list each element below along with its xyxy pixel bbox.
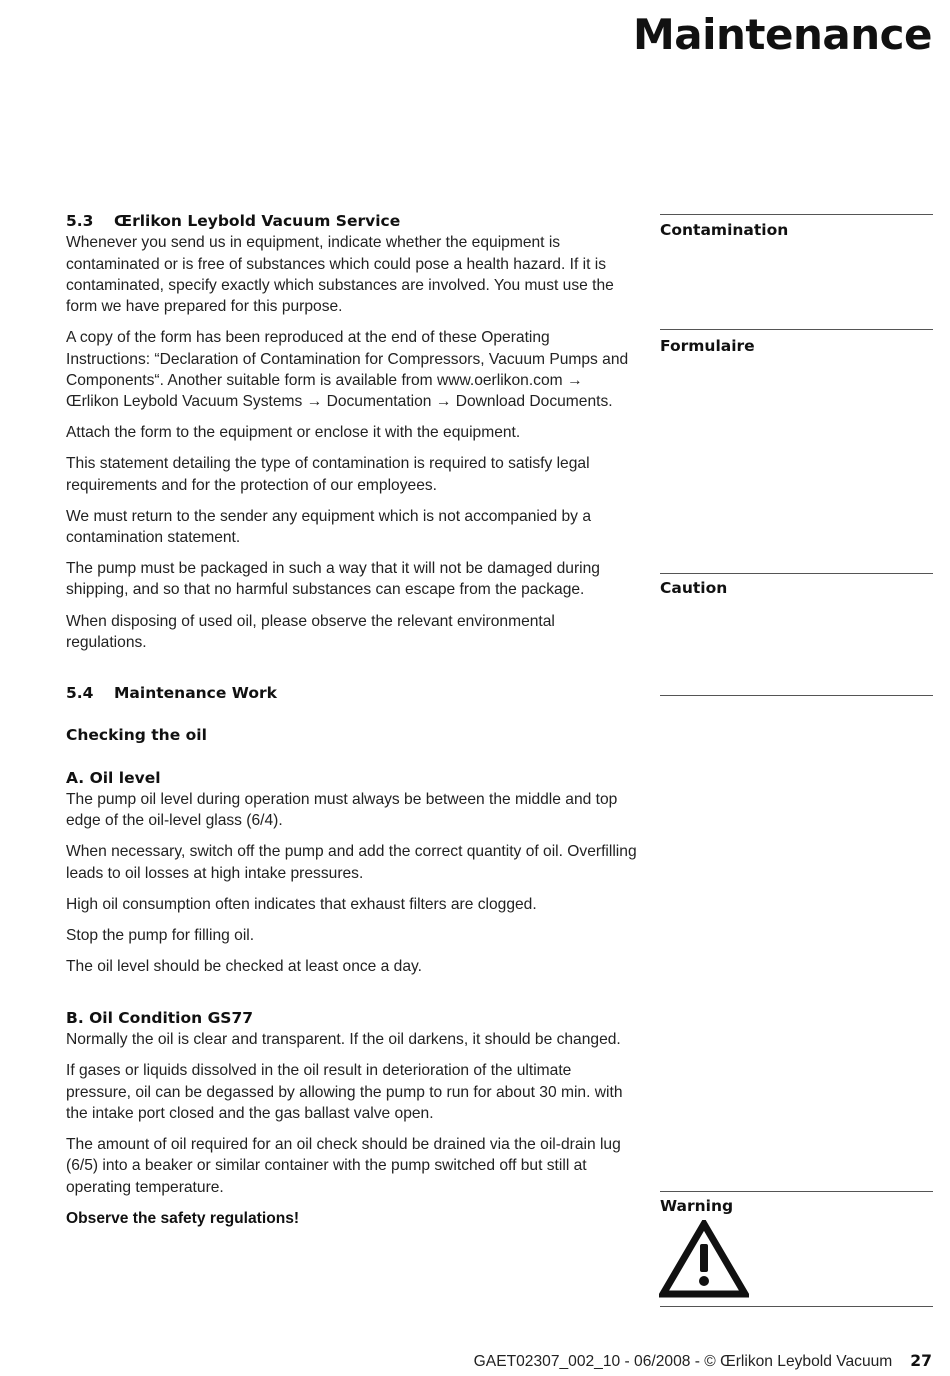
sidebar-divider: [660, 695, 933, 696]
paragraph: We must return to the sender any equipment which is not accompanied by a contamination statement.: [66, 507, 591, 547]
paragraph: Attach the form to the equipment or enclose it with the equipment.: [66, 424, 521, 442]
paragraph: The amount of oil required for an oil check should be drained via the oil-drain lug (6/5) into a beaker or similar container with the pump switched off but still at operating temperature.: [66, 1135, 621, 1196]
page-footer: [474, 1352, 932, 1371]
sidebar-label-warning: Warning: [660, 1197, 734, 1215]
paragraph: The pump must be packaged in such a way that it will not be damaged during shipping, and so that no harmful substances can escape from the package.: [66, 560, 600, 599]
paragraph: High oil consumption often indicates that exhaust filters are clogged.: [66, 895, 537, 913]
section-number: 5.3: [66, 212, 94, 230]
paragraph: Whenever you send us in equipment, indicate whether the equipment is contaminated or is free of substances which could pose a health hazard. If it is contaminated, specify exactly which substances are involved. You must use the form we have prepared for this purpose.: [66, 234, 614, 316]
section-title: Maintenance Work: [114, 683, 277, 702]
oil-level-heading: A. Oil level: [66, 768, 161, 787]
paragraph: The oil level should be checked at least once a day.: [66, 957, 422, 975]
page-number: 27: [910, 1352, 932, 1370]
sidebar-label-contamination: Contamination: [660, 221, 789, 239]
sidebar-divider: [660, 1191, 933, 1192]
warning-triangle-icon: [659, 1220, 749, 1298]
paragraph: The pump oil level during operation must always be between the middle and top edge of the oil-level glass (6/4).: [66, 790, 618, 830]
sidebar-divider: [660, 1306, 933, 1307]
section-title: Œrlikon Leybold Vacuum Service: [114, 212, 401, 230]
sidebar-label-caution: Caution: [660, 579, 728, 597]
section-number: 5.4: [66, 683, 94, 702]
oil-condition-heading: B. Oil Condition GS77: [66, 1008, 254, 1027]
paragraph: If gases or liquids dissolved in the oil result in deterioration of the ultimate pressure, oil can be degassed by allowing the pump to run for about 30 min. with the intake port closed and the gas ballast valve open.: [66, 1062, 623, 1122]
paragraph: When disposing of used oil, please observe the relevant environmental regulations.: [66, 612, 555, 651]
sidebar-divider: [660, 329, 933, 330]
sidebar-divider: [660, 573, 933, 574]
safety-note: Observe the safety regulations!: [66, 1209, 300, 1227]
paragraph: A copy of the form has been reproduced at the end of these Operating Instructions: “Declaration of Contamination for Compressors, Vacuum Pumps and Components“. Another suitable form is available from www.oerlikon.com → Œrlikon Leybold Vacuum Systems → Documentation → Download Documents.: [66, 329, 629, 411]
section-5-4-heading: [66, 683, 638, 704]
checking-oil-heading: Checking the oil: [66, 726, 207, 745]
section-5-3-heading: [66, 211, 638, 232]
page-title: Maintenance: [632, 10, 932, 59]
sidebar-divider: [660, 214, 933, 215]
main-content: [66, 211, 638, 1239]
sidebar-label-formulaire: Formulaire: [660, 337, 755, 355]
paragraph: This statement detailing the type of contamination is required to satisfy legal requirements and for the protection of our employees.: [66, 455, 590, 494]
paragraph: Stop the pump for filling oil.: [66, 926, 255, 944]
paragraph: Normally the oil is clear and transparent. If the oil darkens, it should be changed.: [66, 1031, 621, 1049]
footer-text: GAET02307_002_10 - 06/2008 - © Œrlikon Leybold Vacuum: [473, 1353, 893, 1370]
paragraph: When necessary, switch off the pump and add the correct quantity of oil. Overfilling leads to oil losses at high intake pressures.: [66, 843, 637, 882]
